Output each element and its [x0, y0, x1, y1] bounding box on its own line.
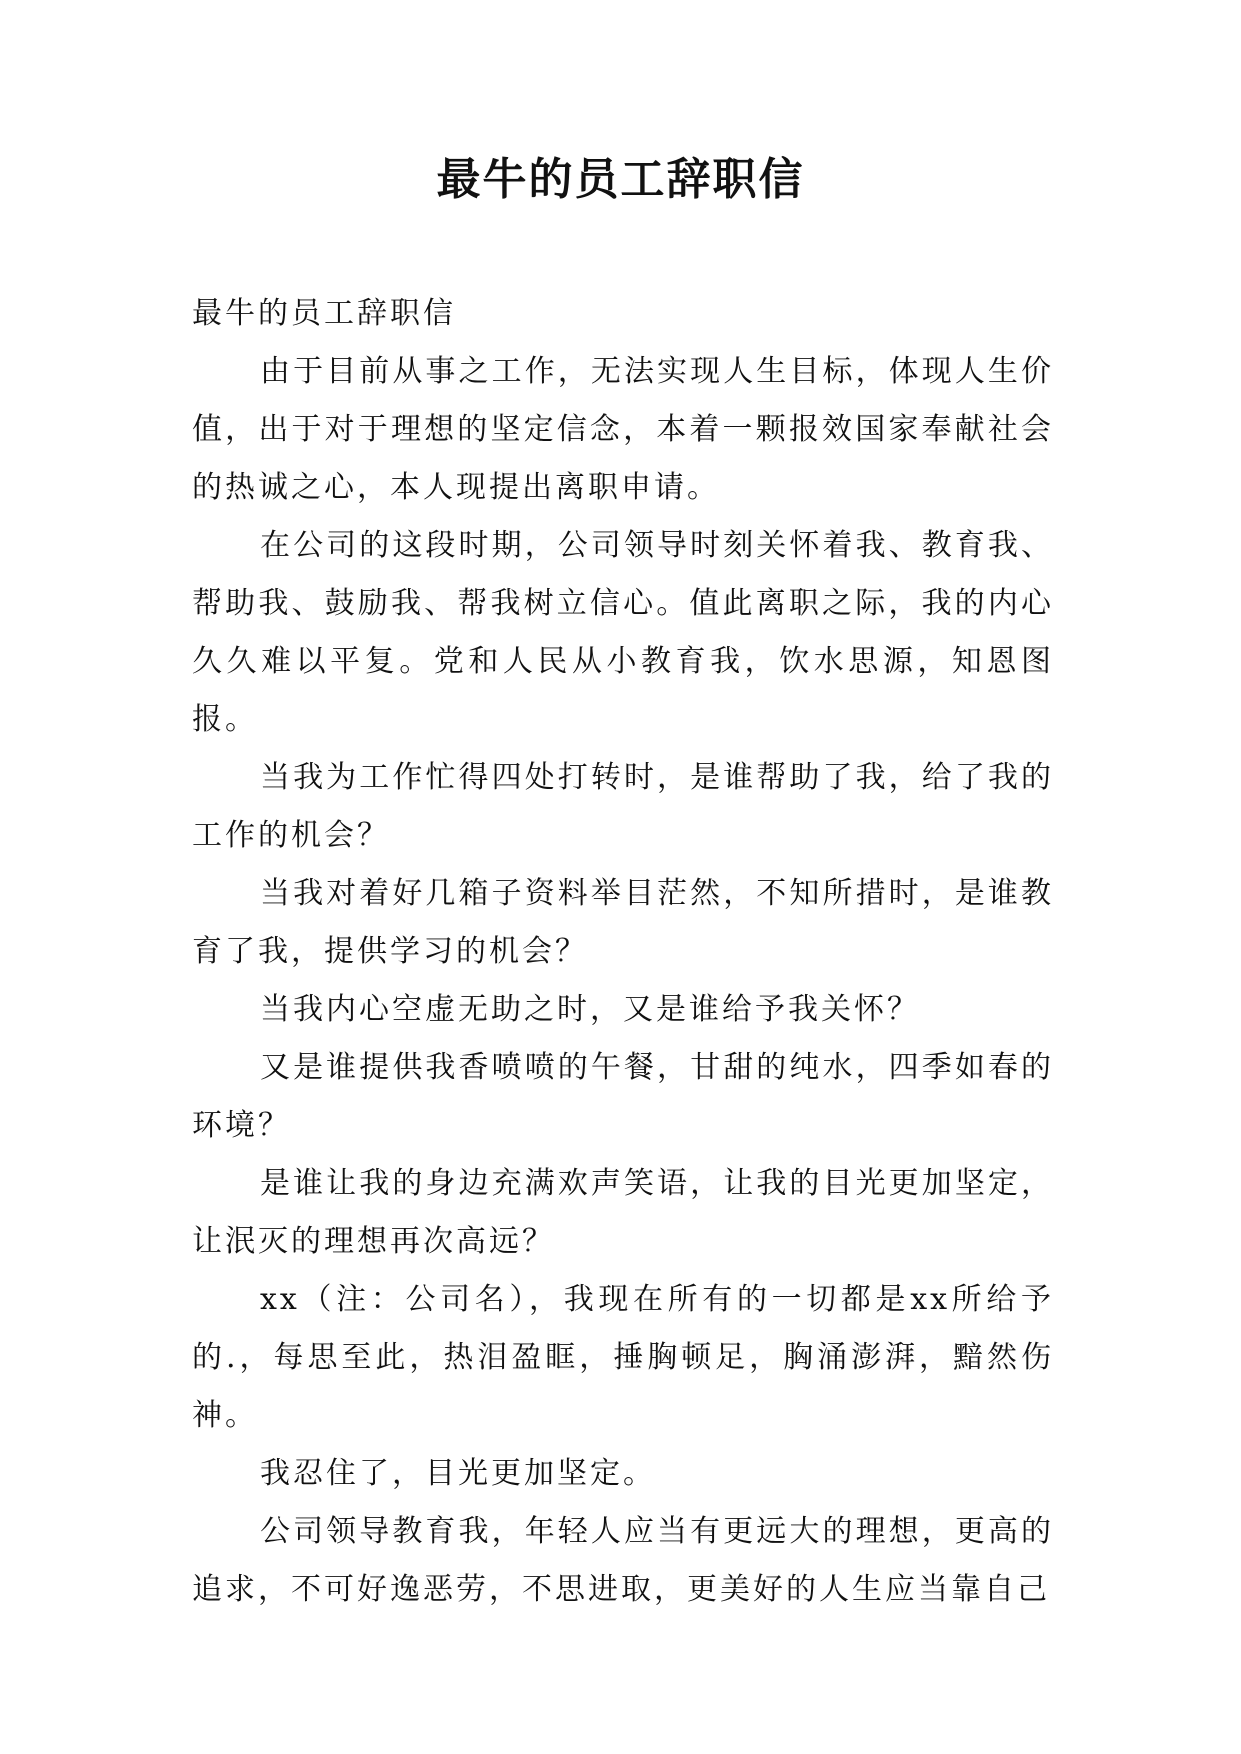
document-body: [192, 285, 1054, 1619]
document-title: 最牛的员工辞职信: [436, 154, 805, 205]
paragraph: 又是谁提供我香喷喷的午餐，甘甜的纯水，四季如春的环境？: [192, 1050, 1054, 1143]
paragraph: xx（注：公司名），我现在所有的一切都是xx所给予的.，每思至此，热泪盈眶，捶胸顿足，胸涌澎湃，黯然伤神。: [192, 1282, 1054, 1433]
paragraph: 当我内心空虚无助之时，又是谁给予我关怀？: [260, 992, 920, 1027]
paragraph: 在公司的这段时期，公司领导时刻关怀着我、教育我、帮助我、鼓励我、帮我树立信心。值此离职之际，我的内心久久难以平复。党和人民从小教育我，饮水思源，知恩图报。: [192, 528, 1054, 737]
paragraph: 当我对着好几箱子资料举目茫然，不知所措时，是谁教育了我，提供学习的机会？: [192, 876, 1054, 969]
paragraph: 是谁让我的身边充满欢声笑语，让我的目光更加坚定，让泯灭的理想再次高远？: [192, 1166, 1054, 1259]
paragraph: 我忍住了，目光更加坚定。: [260, 1456, 656, 1491]
paragraph: 公司领导教育我，年轻人应当有更远大的理想，更高的追求，不可好逸恶劳，不思进取，更美好的人生应当靠自己: [192, 1514, 1054, 1607]
paragraph-heading: 最牛的员工辞职信: [192, 296, 456, 331]
paragraph: 当我为工作忙得四处打转时，是谁帮助了我，给了我的工作的机会？: [192, 760, 1054, 853]
paragraph: 由于目前从事之工作，无法实现人生目标，体现人生价值，出于对于理想的坚定信念，本着一颗报效国家奉献社会的热诚之心，本人现提出离职申请。: [192, 354, 1054, 505]
